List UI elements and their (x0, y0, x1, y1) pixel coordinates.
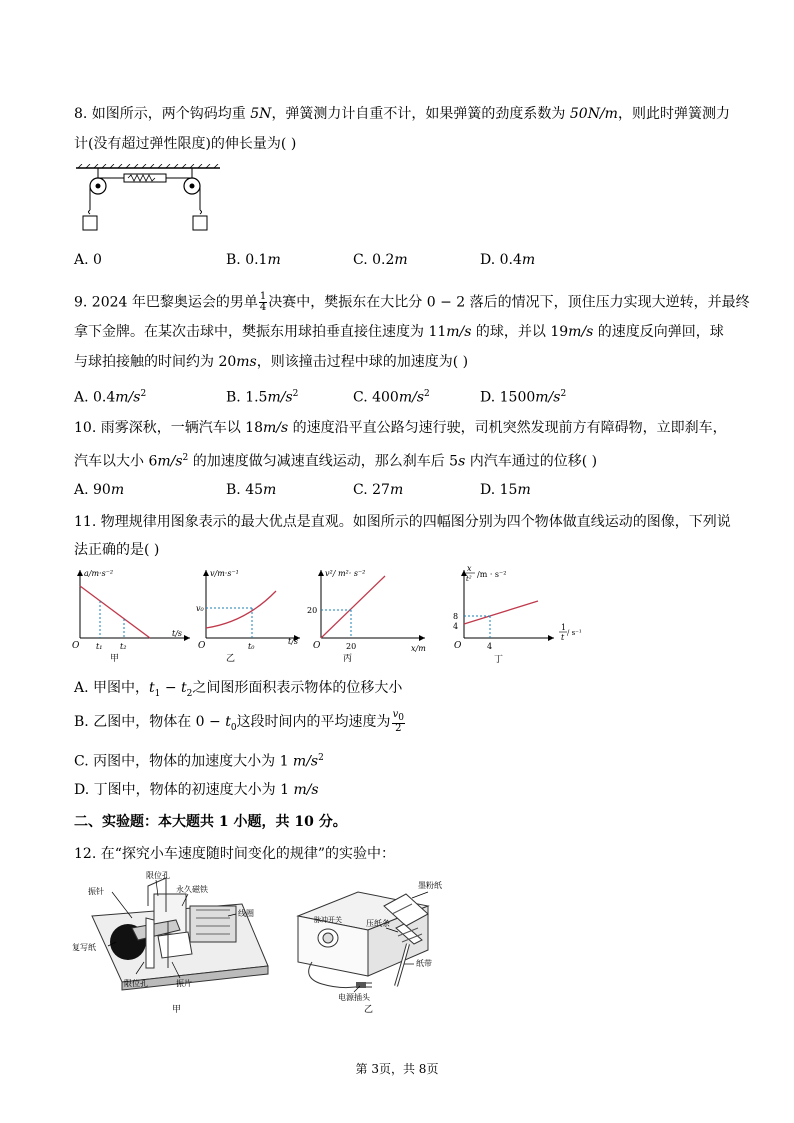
q10-line2: 汽车以大小 $6m/s^2$ 的加速度做匀减速直线运动，那么刹车后 5s 内汽车通过的位移( ) (74, 453, 598, 470)
q11-option-c[interactable]: C. 丙图中，物体的加速度大小为 1 $m/s^2$ (74, 753, 324, 770)
graph-jia (70, 566, 195, 666)
graph-ding-xlabel-num: 1 (561, 623, 567, 632)
fig-yi-caption: 乙 (364, 1005, 374, 1015)
q9-option-b[interactable]: B. $1.5m/s^2$ (226, 389, 299, 406)
q10-option-d[interactable]: D. 15m (480, 482, 531, 498)
fig-yi-label-plug: 电源插头 (338, 993, 370, 1002)
graph-bing-xtick: 20 (346, 642, 357, 651)
graph-bing (307, 566, 437, 666)
graph-jia-line (80, 586, 150, 638)
graph-yi (196, 566, 306, 666)
graph-yi-caption: 乙 (226, 654, 236, 664)
graph-bing-ylabel: v²/ m²· s⁻² (325, 569, 366, 578)
fig-jia-label-coil: 线圈 (238, 909, 254, 918)
graph-jia-xlabel: t/s (172, 629, 183, 638)
q9-line3: 与球拍接触的时间约为 20ms，则该撞击过程中球的加速度为( ) (74, 354, 469, 370)
graph-ding-ylabel-unit: /m · s⁻² (477, 570, 507, 579)
q11-option-b[interactable]: B. 乙图中，物体在 $0 - t_0$这段时间内的平均速度为 $\frac{v_0}{2}$ (74, 709, 404, 734)
fig-jia-label-xianweikong-top: 限位孔 (146, 871, 170, 880)
graph-ding-ylabel-den: t² (466, 575, 472, 583)
q12-figure-jia (72, 866, 272, 1016)
q10-option-a[interactable]: A. 90m (74, 482, 125, 498)
graph-bing-origin: O (313, 641, 321, 651)
fig-jia-label-xianweikong-bottom: 限位孔 (124, 979, 148, 988)
q10-line1: 10. 雨雾深秋，一辆汽车以 18m/s 的速度沿平直公路匀速行驶，司机突然发现前方有障碍物，立即刹车， (74, 420, 727, 436)
fig-jia-caption: 甲 (172, 1005, 182, 1015)
graph-bing-line (321, 576, 385, 638)
q8-option-b[interactable]: B. 0.1m (226, 252, 281, 268)
q11-option-d[interactable]: D. 丁图中，物体的初速度大小为 1 m/s (74, 782, 319, 798)
q12-line1: 12. 在“探究小车速度随时间变化的规律”的实验中： (74, 846, 396, 862)
q10-option-c[interactable]: C. 27m (353, 482, 404, 498)
fig-jia-label-zhenpian: 振片 (176, 979, 192, 988)
graph-jia-tick-t1: t₁ (96, 642, 103, 651)
fig-yi-label-switch: 脉冲开关 (314, 916, 342, 924)
graph-ding-xtick: 4 (487, 642, 493, 651)
q8-line1: 8. 如图所示，两个钩码均重 5N，弹簧测力计自重不计，如果弹簧的劲度系数为 50N/m，则此时弹簧测力 (74, 106, 730, 122)
q9-option-a[interactable]: A. $0.4m/s^2$ (74, 389, 147, 406)
q8-option-a[interactable]: A. 0 (74, 252, 102, 268)
q8-pulley-diagram (74, 164, 224, 236)
fig-yi-label-mofenzhi: 墨粉纸 (418, 881, 442, 890)
fig-yi-label-zhidai: 纸带 (416, 959, 432, 968)
graph-yi-origin: O (198, 641, 206, 651)
graph-ding-ytick-8: 8 (453, 612, 459, 621)
fig-jia-label-fuxiezhi: 复写纸 (72, 943, 96, 952)
graph-ding-line (464, 601, 538, 624)
graph-bing-caption: 丙 (343, 654, 353, 664)
q11-option-a[interactable]: A. 甲图中，$t_1 - t_2$之间图形面积表示物体的位移大小 (74, 680, 403, 699)
graph-jia-caption: 甲 (110, 654, 120, 664)
graph-jia-origin: O (72, 641, 80, 651)
graph-ding-xlabel-den: t (561, 633, 565, 642)
graph-jia-ylabel: a/m·s⁻² (84, 569, 114, 578)
section-heading: 二、实验题：本大题共 1 小题，共 10 分。 (74, 814, 347, 830)
graph-ding-ytick-4: 4 (453, 622, 459, 631)
graph-ding-xlabel-unit: / s⁻¹ (567, 629, 582, 637)
graph-ding-origin: O (454, 641, 462, 651)
graph-ding-caption: 丁 (494, 655, 504, 665)
q11-line1: 11. 物理规律用图象表示的最大优点是直观。如图所示的四幅图分别为四个物体做直线运动的图像，下列说 (74, 514, 731, 530)
fig-jia-label-magnet: 永久磁铁 (176, 885, 208, 894)
q11-line2: 法正确的是( ) (74, 542, 160, 558)
q9-line1: 9. 2024 年巴黎奥运会的男单 $\frac{1}{4}$ 决赛中，樊振东在大比分 0 − 2 落后的情况下，顶住压力实现大逆转，并最终 (74, 291, 750, 313)
fig-jia-label-zhenzhen: 振针 (88, 887, 104, 896)
graph-bing-xlabel: x/m (411, 644, 426, 653)
fig-yi-label-yazhitiao: 压纸条 (366, 919, 390, 928)
graph-yi-ylabel: v/m·s⁻¹ (210, 569, 239, 578)
graph-yi-ytick: v₀ (196, 604, 204, 613)
graph-bing-ytick: 20 (307, 606, 318, 615)
q8-line2: 计(没有超过弹性限度)的伸长量为( ) (74, 136, 297, 152)
graph-yi-xlabel: t/s (288, 637, 299, 646)
q8-option-c[interactable]: C. 0.2m (353, 252, 408, 268)
graph-ding (448, 564, 588, 666)
q12-figure-yi (288, 866, 458, 1016)
q8-option-d[interactable]: D. 0.4m (480, 252, 536, 268)
q10-option-b[interactable]: B. 45m (226, 482, 277, 498)
q9-option-c[interactable]: C. $400m/s^2$ (353, 389, 430, 406)
graph-yi-curve (206, 591, 276, 628)
page-footer: 第 3页，共 8页 (355, 1062, 439, 1076)
q9-option-d[interactable]: D. $1500m/s^2$ (480, 389, 567, 406)
quarter-fraction: $\frac{1}{4}$ (259, 291, 267, 313)
half-v0-fraction: $\frac{v_0}{2}$ (392, 709, 404, 734)
graph-yi-xtick: t₀ (248, 642, 255, 651)
graph-ding-ylabel-num: x (467, 564, 472, 573)
q9-line2: 拿下金牌。在某次击球中，樊振东用球拍垂直接住速度为 11m/s 的球，并以 19m/s 的速度反向弹回，球 (74, 324, 724, 340)
graph-jia-tick-t2: t₂ (120, 642, 127, 651)
